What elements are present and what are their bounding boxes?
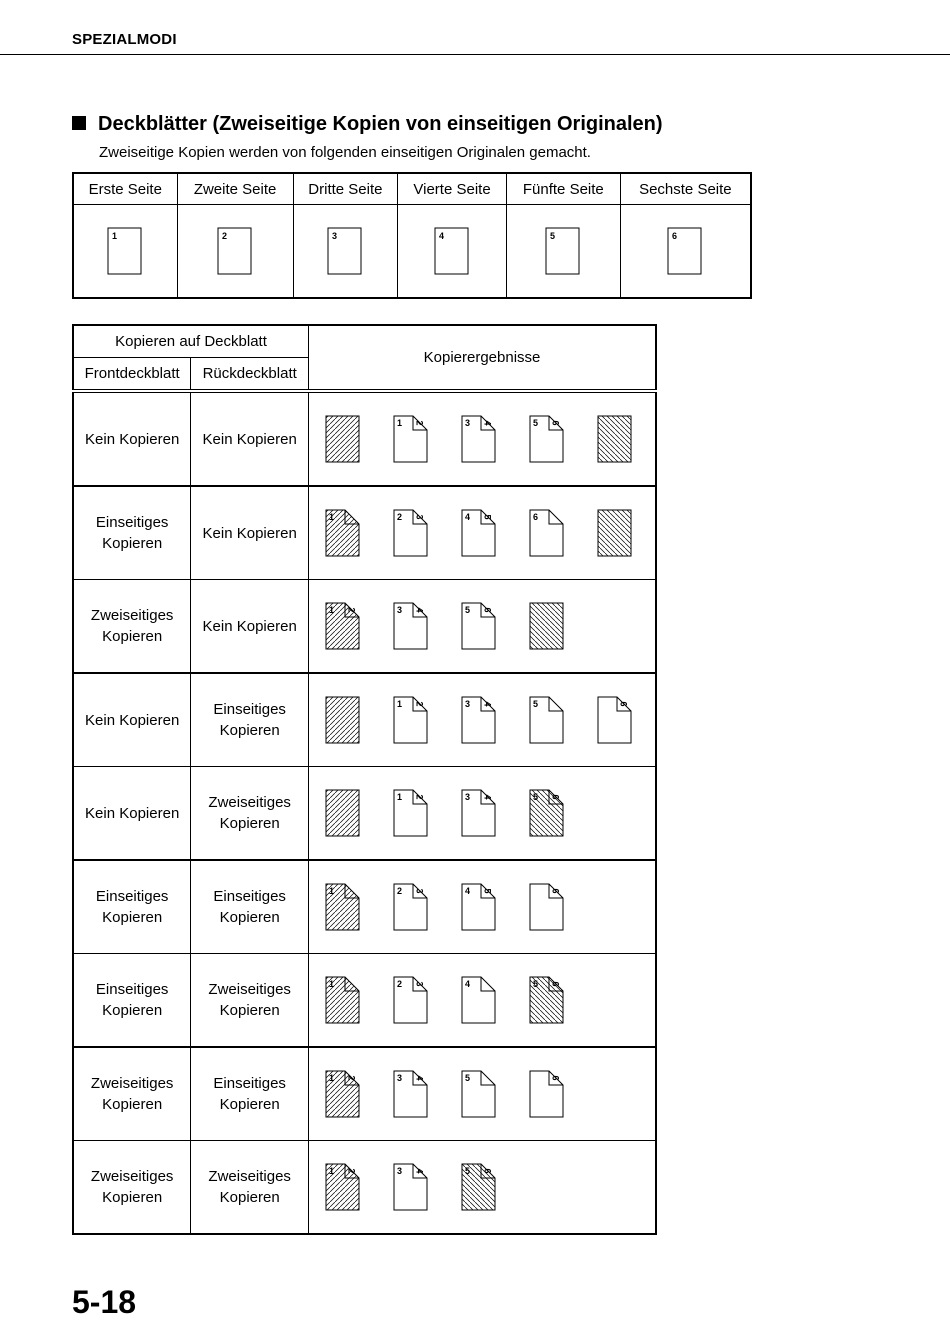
result-row: [73, 767, 656, 861]
front-side-page-number: 4: [465, 886, 471, 896]
back-side-page-number: 4: [414, 1075, 425, 1081]
section-intro: Zweiseitige Kopien werden von folgenden einseitigen Originalen gemacht.: [99, 144, 591, 161]
front-side-page-number: 5: [533, 699, 539, 709]
copy-sheet-icon: [326, 790, 359, 836]
original-page-cell: [506, 205, 620, 299]
back-side-page-number: 5: [482, 514, 493, 520]
copy-sheet-icon: [462, 1071, 495, 1117]
back-cover-mode: [191, 1047, 309, 1141]
original-page-number: 5: [550, 231, 556, 241]
copy-result-sheets: [325, 1157, 655, 1217]
back-cover-mode-label: Einseitiges Kopieren: [213, 1075, 286, 1113]
copy-sheet-icon: [326, 510, 359, 556]
copy-sheet-icon: [394, 977, 427, 1023]
copy-sheet-icon: [326, 884, 359, 930]
copy-sheet-icon: [462, 510, 495, 556]
copy-sheet-icon: [530, 510, 563, 556]
front-side-page-number: 1: [397, 418, 403, 428]
copy-result-sheets: [325, 503, 655, 563]
original-page-cell: [620, 205, 751, 299]
front-cover-mode: [73, 767, 191, 861]
back-side-page-number: 3: [414, 888, 425, 894]
front-cover-mode-label: Zweiseitiges Kopieren: [90, 1075, 174, 1113]
copy-sheet-icon: [326, 1071, 359, 1117]
front-cover-mode: [73, 486, 191, 580]
copy-result-cell: [309, 1047, 657, 1141]
back-side-page-number: 2: [414, 794, 425, 800]
front-cover-mode: [73, 1047, 191, 1141]
original-page-icon: [215, 225, 255, 277]
original-page-cell: [73, 205, 177, 299]
original-page-number: 6: [672, 231, 678, 241]
front-cover-mode: [73, 1141, 191, 1235]
copy-sheet-icon: [394, 790, 427, 836]
front-side-page-number: 5: [465, 1073, 471, 1083]
back-side-page-number: 3: [414, 981, 425, 987]
section-label: SPEZIALMODI: [72, 31, 177, 48]
back-side-page-number: 6: [550, 888, 561, 894]
copy-result-cell: [309, 1141, 657, 1235]
copy-sheet-icon: [530, 790, 563, 836]
copy-sheet-icon: [326, 1164, 359, 1210]
result-row: [73, 673, 656, 767]
original-page-number: 4: [439, 231, 445, 241]
front-side-page-number: 2: [397, 979, 403, 989]
back-side-page-number: 6: [482, 607, 493, 613]
front-side-page-number: 3: [465, 418, 471, 428]
copy-result-cell: [309, 860, 657, 954]
back-cover-mode: [191, 673, 309, 767]
copy-result-cell: [309, 673, 657, 767]
back-side-page-number: 5: [482, 888, 493, 894]
copy-sheet-icon: [394, 1071, 427, 1117]
original-column-header: Zweite Seite: [177, 173, 293, 205]
front-cover-mode-label: Kein Kopieren: [85, 804, 180, 822]
copy-sheet-icon: [326, 977, 359, 1023]
front-side-page-number: 3: [397, 605, 403, 615]
front-side-page-number: 1: [397, 792, 403, 802]
result-row: [73, 1047, 656, 1141]
back-side-page-number: 6: [550, 420, 561, 426]
original-page-cell: [398, 205, 507, 299]
copy-sheet-icon: [394, 603, 427, 649]
result-row: [73, 1141, 656, 1235]
copy-sheet-icon: [394, 416, 427, 462]
front-side-page-number: 5: [533, 792, 539, 802]
result-row: [73, 580, 656, 674]
front-side-page-number: 1: [329, 512, 335, 522]
front-side-page-number: 4: [465, 979, 471, 989]
copy-sheet-icon: [530, 697, 563, 743]
results-table: [72, 324, 657, 1235]
back-side-page-number: 2: [346, 1168, 357, 1174]
back-side-page-number: 6: [550, 981, 561, 987]
original-page-icon: [665, 225, 705, 277]
result-row: [73, 860, 656, 954]
front-side-page-number: 3: [465, 792, 471, 802]
back-side-page-number: 4: [482, 420, 493, 426]
back-cover-mode-label: Kein Kopieren: [202, 524, 297, 542]
back-cover-mode: [191, 486, 309, 580]
copy-result-sheets: [325, 690, 655, 750]
back-cover-mode-label: Kein Kopieren: [202, 430, 297, 448]
copy-sheet-icon: [530, 977, 563, 1023]
original-page-icon: [105, 225, 145, 277]
back-cover-mode: [191, 580, 309, 674]
back-cover-mode-label: Zweiseitiges Kopieren: [208, 1168, 291, 1206]
original-column-header: Sechste Seite: [620, 173, 751, 205]
front-side-page-number: 4: [465, 512, 471, 522]
front-side-page-number: 1: [397, 699, 403, 709]
front-side-page-number: 6: [533, 512, 539, 522]
original-page-icon: [325, 225, 365, 277]
front-side-page-number: 1: [329, 979, 335, 989]
back-side-page-number: 4: [482, 794, 493, 800]
back-side-page-number: 2: [346, 607, 357, 613]
front-cover-mode-label: Kein Kopieren: [85, 711, 180, 729]
front-cover-mode: [73, 580, 191, 674]
bullet-square-icon: [72, 116, 86, 130]
front-cover-mode-label: Kein Kopieren: [85, 430, 180, 448]
front-side-page-number: 3: [465, 699, 471, 709]
original-column-header: Dritte Seite: [293, 173, 398, 205]
original-column-header: Vierte Seite: [398, 173, 507, 205]
front-side-page-number: 1: [329, 1166, 335, 1176]
copy-result-sheets: [325, 783, 655, 843]
back-cover-mode: [191, 391, 309, 486]
front-side-page-number: 1: [329, 605, 335, 615]
copy-result-sheets: [325, 877, 655, 937]
back-cover-mode-label: Einseitiges Kopieren: [213, 888, 286, 926]
result-row: [73, 486, 656, 580]
front-cover-mode-label: Zweiseitiges Kopieren: [90, 1168, 174, 1206]
copy-sheet-icon: [326, 603, 359, 649]
copy-sheet-icon: [598, 697, 631, 743]
result-row: [73, 391, 656, 486]
original-page-icon: [432, 225, 472, 277]
section-heading: [72, 113, 663, 136]
page-number: 5-18: [72, 1284, 137, 1320]
original-column-header: Fünfte Seite: [506, 173, 620, 205]
front-cover-mode-label: Einseitiges Kopieren: [95, 981, 169, 1019]
original-page-number: 2: [222, 231, 228, 241]
back-cover-mode-label: Einseitiges Kopieren: [213, 701, 286, 739]
front-side-page-number: 2: [397, 886, 403, 896]
back-side-page-number: 2: [346, 1075, 357, 1081]
original-column-header: Erste Seite: [73, 173, 177, 205]
back-side-page-number: 6: [618, 701, 629, 707]
copy-result-sheets: [325, 970, 655, 1030]
copy-sheet-icon: [598, 416, 631, 462]
front-side-page-number: 2: [397, 512, 403, 522]
front-side-page-number: 1: [329, 1073, 335, 1083]
copy-result-cell: [309, 767, 657, 861]
back-cover-mode: [191, 1141, 309, 1235]
back-side-page-number: 4: [414, 607, 425, 613]
copy-on-cover-header: Kopieren auf Deckblatt: [73, 325, 309, 358]
originals-table: [72, 172, 752, 299]
original-page-number: 1: [112, 231, 118, 241]
front-cover-mode-label: Einseitiges Kopieren: [95, 888, 169, 926]
original-page-number: 3: [332, 231, 338, 241]
back-side-page-number: 6: [482, 1168, 493, 1174]
back-side-page-number: 6: [550, 794, 561, 800]
copy-result-sheets: [325, 596, 655, 656]
copy-sheet-icon: [530, 603, 563, 649]
copy-sheet-icon: [394, 697, 427, 743]
front-side-page-number: 5: [533, 979, 539, 989]
results-header: Kopierergebnisse: [309, 325, 657, 391]
header-divider: [0, 54, 950, 55]
section-title: Deckblätter (Zweiseitige Kopien von einseitigen Originalen): [98, 113, 663, 135]
copy-sheet-icon: [394, 510, 427, 556]
copy-result-sheets: [325, 1064, 655, 1124]
copy-result-cell: [309, 580, 657, 674]
back-side-page-number: 4: [414, 1168, 425, 1174]
copy-sheet-icon: [462, 790, 495, 836]
back-cover-mode-label: Zweiseitiges Kopieren: [208, 794, 291, 832]
front-cover-header: Frontdeckblatt: [73, 358, 191, 392]
copy-sheet-icon: [598, 510, 631, 556]
back-cover-mode: [191, 860, 309, 954]
back-cover-mode: [191, 767, 309, 861]
back-side-page-number: 2: [414, 420, 425, 426]
original-page-cell: [177, 205, 293, 299]
back-cover-mode-label: Kein Kopieren: [202, 617, 297, 635]
front-side-page-number: 5: [533, 418, 539, 428]
original-page-cell: [293, 205, 398, 299]
copy-result-cell: [309, 391, 657, 486]
original-page-icon: [543, 225, 583, 277]
front-side-page-number: 5: [465, 1166, 471, 1176]
front-cover-mode: [73, 860, 191, 954]
back-cover-header: Rückdeckblatt: [191, 358, 309, 392]
copy-result-cell: [309, 954, 657, 1048]
copy-sheet-icon: [394, 1164, 427, 1210]
copy-sheet-icon: [462, 416, 495, 462]
front-side-page-number: 5: [465, 605, 471, 615]
copy-sheet-icon: [462, 1164, 495, 1210]
copy-sheet-icon: [530, 416, 563, 462]
copy-sheet-icon: [462, 977, 495, 1023]
copy-sheet-icon: [462, 697, 495, 743]
back-cover-mode: [191, 954, 309, 1048]
back-side-page-number: 6: [550, 1075, 561, 1081]
copy-result-sheets: [325, 409, 655, 469]
copy-sheet-icon: [462, 603, 495, 649]
back-cover-mode-label: Zweiseitiges Kopieren: [208, 981, 291, 1019]
copy-sheet-icon: [530, 1071, 563, 1117]
copy-sheet-icon: [326, 697, 359, 743]
copy-sheet-icon: [394, 884, 427, 930]
back-side-page-number: 3: [414, 514, 425, 520]
copy-result-cell: [309, 486, 657, 580]
front-side-page-number: 3: [397, 1073, 403, 1083]
back-side-page-number: 2: [414, 701, 425, 707]
front-cover-mode-label: Einseitiges Kopieren: [95, 514, 169, 552]
front-cover-mode-label: Zweiseitiges Kopieren: [90, 607, 174, 645]
copy-sheet-icon: [326, 416, 359, 462]
front-cover-mode: [73, 954, 191, 1048]
back-side-page-number: 4: [482, 701, 493, 707]
copy-sheet-icon: [462, 884, 495, 930]
result-row: [73, 954, 656, 1048]
front-side-page-number: 1: [329, 886, 335, 896]
front-side-page-number: 3: [397, 1166, 403, 1176]
front-cover-mode: [73, 391, 191, 486]
copy-sheet-icon: [530, 884, 563, 930]
front-cover-mode: [73, 673, 191, 767]
